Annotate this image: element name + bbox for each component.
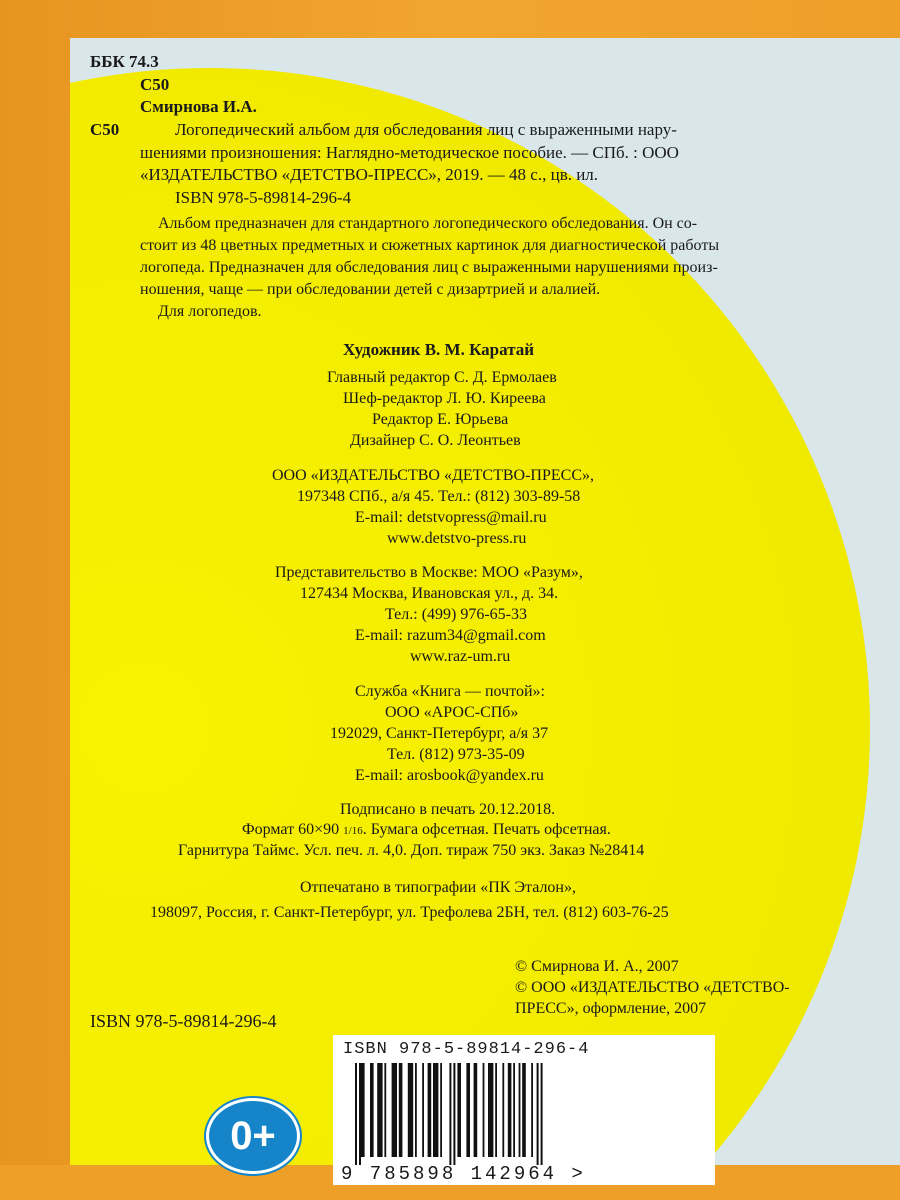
format-fraction-denominator: 16 <box>351 825 363 837</box>
print-typeface: Гарнитура Таймс. Усл. печ. л. 4,0. Доп. тираж 750 экз. Заказ №28414 <box>178 842 645 859</box>
bib-isbn: ISBN 978-5-89814-296-4 <box>175 188 352 207</box>
print-signed: Подписано в печать 20.12.2018. <box>340 801 556 818</box>
printer-address: 198097, Россия, г. Санкт-Петербург, ул. Трефолева 2БН, тел. (812) 603-76-25 <box>150 904 669 921</box>
annotation-line: Альбом предназначен для стандартного логопедического обследования. Он со- <box>158 215 698 232</box>
barcode-bar <box>466 1063 470 1157</box>
designer-credit: Дизайнер С. О. Леонтьев <box>350 432 521 449</box>
barcode-bar <box>377 1063 382 1157</box>
barcode-bar <box>537 1063 539 1165</box>
moscow-email: E-mail: razum34@gmail.com <box>355 627 546 644</box>
barcode-bar <box>508 1063 512 1157</box>
author-name: Смирнова И.А. <box>140 97 257 116</box>
publisher-website: www.detstvo-press.ru <box>387 530 527 547</box>
isbn-barcode <box>333 1035 715 1185</box>
barcode-bar <box>355 1063 357 1165</box>
mail-service-line: ООО «АРОС-СПб» <box>385 704 519 721</box>
age-rating-label: 0+ <box>230 1113 276 1158</box>
copyright-line: © Смирнова И. А., 2007 <box>515 958 679 975</box>
barcode-bar <box>428 1063 432 1157</box>
copyright-line: ПРЕСС», оформление, 2007 <box>515 1000 707 1017</box>
barcode-bar <box>370 1063 374 1157</box>
barcode-bar <box>440 1063 442 1157</box>
moscow-website: www.raz-um.ru <box>410 648 511 665</box>
format-fraction-numerator: 1 <box>343 825 349 837</box>
barcode-bar <box>531 1063 533 1157</box>
barcode-bar <box>519 1063 521 1157</box>
mail-service-address: 192029, Санкт-Петербург, а/я 37 <box>330 725 549 742</box>
editor-credit: Шеф-редактор Л. Ю. Киреева <box>343 390 546 407</box>
barcode-bar <box>453 1063 455 1165</box>
author-mark: С50 <box>140 75 170 94</box>
isbn-text: ISBN 978-5-89814-296-4 <box>90 1011 277 1031</box>
barcode-bar <box>359 1063 361 1165</box>
editor-credit: Редактор Е. Юрьева <box>372 411 509 428</box>
barcode-isbn-label: ISBN 978-5-89814-296-4 <box>343 1040 590 1059</box>
barcode-digits: 9 785898 142964 > <box>341 1163 586 1185</box>
barcode-bar <box>384 1063 386 1157</box>
barcode-bar <box>457 1063 461 1157</box>
bib-line: шениями произношения: Наглядно-методическое пособие. — СПб. : ООО <box>140 143 679 162</box>
bib-line: «ИЗДАТЕЛЬСТВО «ДЕТСТВО-ПРЕСС», 2019. — 48 с., цв. ил. <box>140 165 599 184</box>
barcode-bar <box>408 1063 413 1157</box>
barcode-bar <box>541 1063 543 1165</box>
publisher-line: ООО «ИЗДАТЕЛЬСТВО «ДЕТСТВО-ПРЕСС», <box>272 467 594 484</box>
author-mark-2: С50 <box>90 120 120 139</box>
barcode-bar <box>399 1063 403 1157</box>
annotation-audience: Для логопедов. <box>158 303 262 320</box>
annotation-line: логопеда. Предназначен для обследования лиц с выраженными нарушениями произ- <box>140 259 718 276</box>
mail-service-phone: Тел. (812) 973-35-09 <box>387 746 525 763</box>
barcode-bar <box>522 1063 526 1157</box>
barcode-bar <box>361 1063 365 1157</box>
bbk-code: ББК 74.3 <box>90 52 159 71</box>
moscow-address: 127434 Москва, Ивановская ул., д. 34. <box>300 585 559 602</box>
barcode-bar <box>483 1063 485 1157</box>
barcode-bar <box>433 1063 438 1157</box>
barcode-bar <box>474 1063 478 1157</box>
bib-line: Логопедический альбом для обследования лиц с выраженными нару- <box>175 120 677 139</box>
moscow-line: Представительство в Москве: МОО «Разум», <box>275 564 583 581</box>
artist-credit: Художник В. М. Каратай <box>343 340 535 359</box>
annotation-line: ношения, чаще — при обследовании детей с дизартрией и алалией. <box>140 281 601 298</box>
barcode-bar <box>422 1063 424 1157</box>
age-rating-badge <box>206 1098 300 1174</box>
barcode-bar <box>513 1063 515 1157</box>
print-format: Формат 60×90 1/16. Бумага офсетная. Печать офсетная. <box>242 821 611 838</box>
barcode-bar <box>449 1063 451 1165</box>
mail-service-email: E-mail: arosbook@yandex.ru <box>355 767 544 784</box>
copyright-line: © ООО «ИЗДАТЕЛЬСТВО «ДЕТСТВО- <box>515 979 790 996</box>
barcode-bar <box>488 1063 493 1157</box>
moscow-phone: Тел.: (499) 976-65-33 <box>385 606 528 623</box>
format-suffix: . Бумага офсетная. Печать офсетная. <box>362 821 611 838</box>
annotation-line: стоит из 48 цветных предметных и сюжетных картинок для диагностической работы <box>140 237 720 254</box>
editor-credit: Главный редактор С. Д. Ермолаев <box>327 369 557 386</box>
publisher-address: 197348 СПб., а/я 45. Тел.: (812) 303-89-58 <box>297 488 581 505</box>
barcode-bar <box>495 1063 497 1157</box>
barcode-bar <box>392 1063 397 1157</box>
barcode-bars <box>351 1063 699 1165</box>
mail-service-line: Служба «Книга — почтой»: <box>355 683 545 700</box>
printer-line: Отпечатано в типографии «ПК Эталон», <box>300 879 576 896</box>
barcode-bar <box>502 1063 504 1157</box>
format-prefix: Формат 60×90 <box>242 821 344 838</box>
publisher-email: E-mail: detstvopress@mail.ru <box>355 509 547 526</box>
barcode-bar <box>415 1063 417 1157</box>
